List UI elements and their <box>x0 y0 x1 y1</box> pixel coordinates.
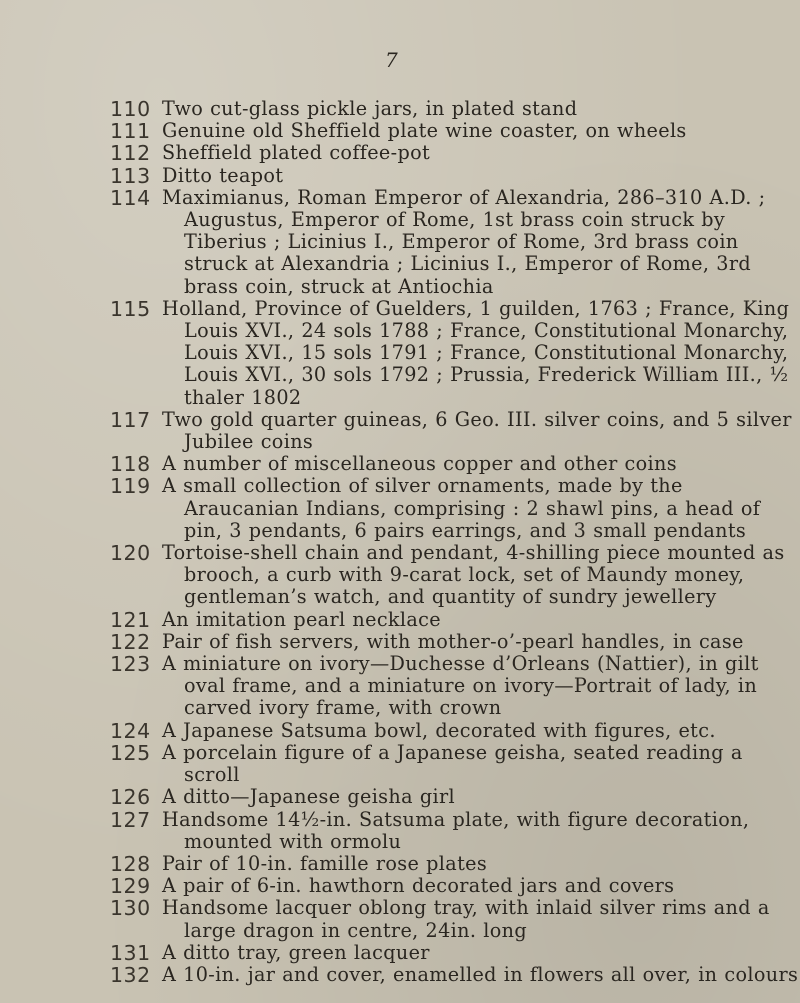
lot-description: Genuine old Sheffield plate wine coaster, on wheels <box>162 119 687 143</box>
lot-description: Sheffield plated coffee-pot <box>162 141 431 165</box>
lot-description: A 10-in. jar and cover, enamelled in flowers all over, in colours <box>162 962 799 986</box>
lot-number: 118 <box>110 452 151 477</box>
lot-item <box>0 120 800 142</box>
lot-item <box>0 964 800 986</box>
lot-item <box>0 453 800 475</box>
lot-item <box>0 786 800 808</box>
lot-description: Ditto teapot <box>162 163 284 187</box>
page-number: 7 <box>385 48 398 72</box>
lot-description: Holland, Province of Guelders, 1 guilden, 1763 ; France, King Louis XVI., 24 sols 1788 ; France, Constitutional Monarchy, Louis XVI., 15 sols 1791 ; France, Constitutional Monarchy, Louis XVI., 30 sols 1792 ; Prussia, Frederick William III., ½ thaler 1802 <box>162 296 790 409</box>
lot-number: 132 <box>110 962 151 987</box>
lot-item <box>0 809 800 853</box>
lot-number: 119 <box>110 474 151 499</box>
lot-item <box>0 98 800 120</box>
lot-description: Handsome lacquer oblong tray, with inlaid silver rims and a large dragon in centre, 24in. long <box>162 896 770 942</box>
lot-item <box>0 942 800 964</box>
lot-list <box>0 98 800 986</box>
lot-number: 131 <box>110 940 151 965</box>
lot-description: A pair of 6-in. hawthorn decorated jars and covers <box>162 874 675 898</box>
lot-item <box>0 875 800 897</box>
lot-number: 112 <box>110 141 151 166</box>
lot-item <box>0 609 800 631</box>
lot-number: 126 <box>110 785 151 810</box>
lot-item <box>0 165 800 187</box>
lot-description: A ditto—Japanese geisha girl <box>162 785 455 809</box>
lot-description: A Japanese Satsuma bowl, decorated with figures, etc. <box>162 718 716 742</box>
lot-number: 128 <box>110 851 151 876</box>
lot-item <box>0 298 800 409</box>
lot-description: Handsome 14½-in. Satsuma plate, with figure decoration, mounted with ormolu <box>162 807 750 853</box>
lot-number: 114 <box>110 185 151 210</box>
lot-item <box>0 742 800 786</box>
lot-number: 111 <box>110 119 151 144</box>
lot-number: 117 <box>110 407 151 432</box>
lot-item <box>0 853 800 875</box>
lot-description: Pair of 10-in. famille rose plates <box>162 851 488 875</box>
lot-description: A porcelain figure of a Japanese geisha, seated reading a scroll <box>162 740 743 787</box>
lot-item <box>0 187 800 298</box>
lot-item <box>0 653 800 720</box>
lot-description: Two cut-glass pickle jars, in plated stand <box>162 97 578 120</box>
lot-description: Maximianus, Roman Emperor of Alexandria, 286–310 A.D. ; Augustus, Emperor of Rome, 1st brass coin struck by Tiberius ; Licinius I., Emperor of Rome, 3rd brass coin struck at Alexandria ; Licinius I., Emperor of Rome, 3rd brass coin, struck at Antiochia <box>162 185 766 298</box>
lot-description: Tortoise-shell chain and pendant, 4-shilling piece mounted as brooch, a curb with 9-carat lock, set of Maundy money, gentleman’s watch, and quantity of sundry jewellery <box>162 541 785 609</box>
lot-item <box>0 631 800 653</box>
lot-number: 129 <box>110 874 151 899</box>
lot-item <box>0 720 800 742</box>
lot-item <box>0 897 800 941</box>
lot-number: 124 <box>110 718 151 743</box>
lot-description: A ditto tray, green lacquer <box>162 940 430 964</box>
lot-description: Pair of fish servers, with mother-o’-pearl handles, in case <box>162 629 744 653</box>
lot-number: 120 <box>110 541 151 566</box>
lot-description: An imitation pearl necklace <box>162 607 441 631</box>
lot-description: Two gold quarter guineas, 6 Geo. III. silver coins, and 5 silver Jubilee coins <box>162 407 792 454</box>
lot-item <box>0 409 800 453</box>
lot-number: 110 <box>110 97 151 121</box>
lot-number: 130 <box>110 896 151 921</box>
lot-number: 125 <box>110 740 151 765</box>
lot-item <box>0 142 800 164</box>
lot-item <box>0 475 800 542</box>
lot-number: 127 <box>110 807 151 832</box>
lot-item <box>0 542 800 609</box>
lot-number: 113 <box>110 163 151 188</box>
lot-description: A miniature on ivory—Duchesse d’Orleans (Nattier), in gilt oval frame, and a miniature on ivory—Portrait of lady, in carved ivory frame, with crown <box>162 652 759 720</box>
lot-description: A small collection of silver ornaments, made by the Araucanian Indians, comprising : 2 shawl pins, a head of pin, 3 pendants, 6 pairs earrings, and 3 small pendants <box>162 474 761 542</box>
lot-number: 122 <box>110 629 151 654</box>
lot-number: 123 <box>110 652 151 677</box>
lot-number: 121 <box>110 607 151 632</box>
lot-description: A number of miscellaneous copper and other coins <box>162 452 677 476</box>
lot-number: 115 <box>110 296 151 321</box>
